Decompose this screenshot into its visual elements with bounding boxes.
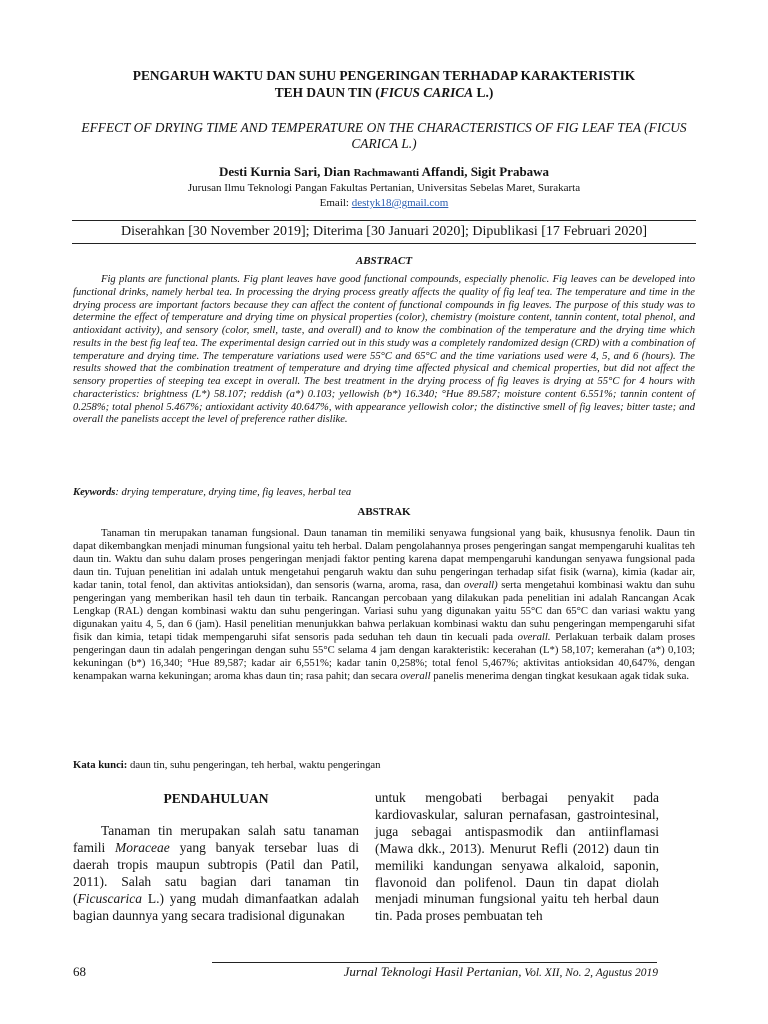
paper-title-indonesian [76, 67, 692, 101]
journal-footer [230, 964, 658, 981]
abstrak-part-3: Perlakuan terbaik dalam proses pengeringan daun tin adalah pengeringan dengan suhu 55°C selama 4 jam dengan karakteristik: kecerahan (L*) 58,107; kemerahan (a*) 0,103; kekuningan (b*) 16,340; °Hue 89,587; kadar air 6,551%; kadar tanin 0,258%; total fenol 5,467%; aktivitas antioksidan 40,647%, dengan kenampakan warna kekuningan; aroma khas daun tin; rasa pahit; dan secara [73, 631, 695, 682]
abstrak-part-4: panelis menerima dengan tingkat kesukaan agak tidak suka. [430, 670, 690, 682]
intro-paragraph-left [73, 823, 359, 924]
body-column-right [375, 790, 659, 925]
abstract-text: Fig plants are functional plants. Fig plant leaves have good functional compounds, especially phenolic. Fig leaves can be developed into functional drinks, namely herbal tea. In processing the drying process greatly affects the quality of fig leaf tea. The temperature and time in the drying process are important factors because they can affect the content of functional compounds in fig leaves. The purpose of this study was to determine the effect of temperature and drying time on physical properties (color), chemistry (moisture content, tannin content, total phenol, and antioxidant activity), and sensory (color, smell, taste, and overall) and to know the combination of the temperature and the drying time which results in the best fig leaf tea. The experimental design carried out in this study was a completely randomized design (CRD) with a combination of temperature and drying time. The temperature variations used were 55°C and 65°C and the time variations used were 4, 5, and 6 (hours). The results showed that the combination treatment of temperature and drying time affected physical and chemical properties, but did not affect the sensory properties of steeping tea except in overall. The best treatment in the drying process of fig leaves is drying at 55°C for 4 hours with characteristics: brightness (L*) 58.107; reddish (a*) 0.103; yellowish (b*) 16.340; °Hue 89.587; moisture content 6.551%; tannin content of 0.258%; total phenol 5.467%; antioxidant activity 40.647%, with appearance yellowish color; the distinctive smell of fig leaves; bitter taste; and overall the panelists accept the level of preference rather dislike. [73, 274, 695, 426]
intro-left-part-2: yang banyak tersebar luas di daerah tropis maupun subtropis (Patil dan Patil, 2011). Salah satu bagian dari tanaman tin ( [73, 839, 359, 906]
kata-kunci-text: daun tin, suhu pengeringan, teh herbal, waktu pengeringan [127, 759, 381, 771]
email-line [70, 196, 698, 210]
keywords-text: : drying temperature, drying time, fig leaves, herbal tea [115, 487, 352, 498]
abstrak-part-1: Tanaman tin merupakan tanaman fungsional. Daun tanaman tin memiliki senyawa fungsional yang baik, khususnya fenolik. Daun tin dapat dikembangkan menjadi minuman fungsional yaitu teh herbal. Dalam pengolahannya proses pengeringan sangat mempengaruhi kualitas teh daun tin. Waktu dan suhu dalam proses pengeringan menjadi faktor penting karena dapat mempengaruhi kandungan senyawa fungsional pada daun tin. Tujuan penelitian ini adalah untuk mengetahui pengaruh waktu dan suhu pengeringan terhadap sifat fisik (warna), kimia (kadar air, kadar tanin, total fenol, dan aktivitas antioksidan), dan sensoris (warna, aroma, rasa, dan [73, 527, 695, 591]
title-line-2-pre: TEH DAUN TIN ( [274, 85, 380, 100]
authors-part-2: Rachmawanti [353, 167, 420, 179]
abstract-heading: ABSTRACT [355, 255, 413, 267]
title-line-1: PENGARUH WAKTU DAN SUHU PENGERINGAN TERHADAP KARAKTERISTIK [132, 68, 636, 83]
title-line-2 [76, 84, 692, 101]
kata-kunci-line [73, 759, 695, 772]
authors-part-3: Affandi, Sigit Prabawa [419, 164, 550, 179]
title-line-2-post: L.) [473, 85, 494, 100]
intro-left-ficus: Ficuscarica [77, 890, 142, 906]
keywords-line [73, 486, 695, 499]
abstrak-overall-3: overall [400, 670, 431, 682]
footer-rule [212, 962, 657, 963]
abstrak-overall-2: overall. [517, 631, 551, 643]
dates-top-rule [72, 220, 696, 221]
abstrak-heading: ABSTRAK [357, 506, 411, 518]
journal-name: Jurnal Teknologi Hasil Pertanian, [343, 964, 522, 979]
keywords-label: Keywords [73, 487, 116, 498]
page-number: 68 [73, 964, 86, 979]
kata-kunci-label: Kata kunci: [73, 759, 128, 771]
intro-left-part-3: L.) yang mudah dimanfaatkan adalah bagian daunnya yang secara tradisional digunakan [73, 890, 359, 923]
authors-part-1: Desti Kurnia Sari, Dian [218, 164, 354, 179]
author-list [70, 164, 698, 181]
affiliation: Jurusan Ilmu Teknologi Pangan Fakultas Pertanian, Universitas Sebelas Maret, Surakarta [187, 182, 581, 194]
intro-left-moraceae: Moraceae [115, 839, 170, 855]
body-column-left [73, 790, 359, 924]
abstrak-overall-1: overall) [463, 579, 498, 591]
intro-left-part-1: Tanaman tin merupakan salah satu tanaman famili [73, 823, 359, 855]
section-heading-pendahuluan: PENDAHULUAN [163, 791, 269, 806]
abstrak-part-2: serta mengetahui kombinasi waktu dan suhu pengeringan yang memberikan hasil teh daun tin terbaik. Rancangan percobaan yang dilakukan pada penelitian ini adalah Rancangan Acak Lengkap (RAL) dengan kombinasi waktu dan suhu pengeringan. Variasi suhu yang digunakan yaitu 55°C dan 65°C dan variasi waktu yang digunakan yaitu 4, 5, dan 6 (jam). Hasil penelitian menunjukkan bahwa perlakuan kombinasi waktu dan suhu pengeringan mempengaruhi sifat fisik dan kimia, tetapi tidak mempengaruhi sifat sensoris pada seduhan teh daun tin kecuali pada [73, 579, 695, 643]
publication-dates: Diserahkan [30 November 2019]; Diterima [30 Januari 2020]; Dipublikasi [17 Februari 2020] [120, 224, 648, 239]
intro-paragraph-right: untuk mengobati berbagai penyakit pada kardiovaskular, saluran pernafasan, gastrointesinal, juga sebagai antispasmodik dan antiinflamasi (Mawa dkk., 2013). Menurut Refli (2012) daun tin memiliki kandungan senyawa alkaloid, saponin, flavonoid dan polifenol. Daun tin dapat diolah menjadi minuman fungsional yaitu teh herbal daun tin. Pada proses pembuatan teh [375, 790, 659, 924]
paper-title-english: EFFECT OF DRYING TIME AND TEMPERATURE ON THE CHARACTERISTICS OF FIG LEAF TEA (FICUS CARICA L.) [81, 120, 687, 151]
email-label: Email: [319, 197, 352, 209]
dates-bottom-rule [72, 243, 696, 244]
title-species: FICUS CARICA [379, 85, 474, 100]
journal-issue: Vol. XII, No. 2, Agustus 2019 [521, 967, 658, 979]
email-link[interactable]: destyk18@gmail.com [351, 197, 449, 209]
abstrak-text [73, 527, 695, 683]
